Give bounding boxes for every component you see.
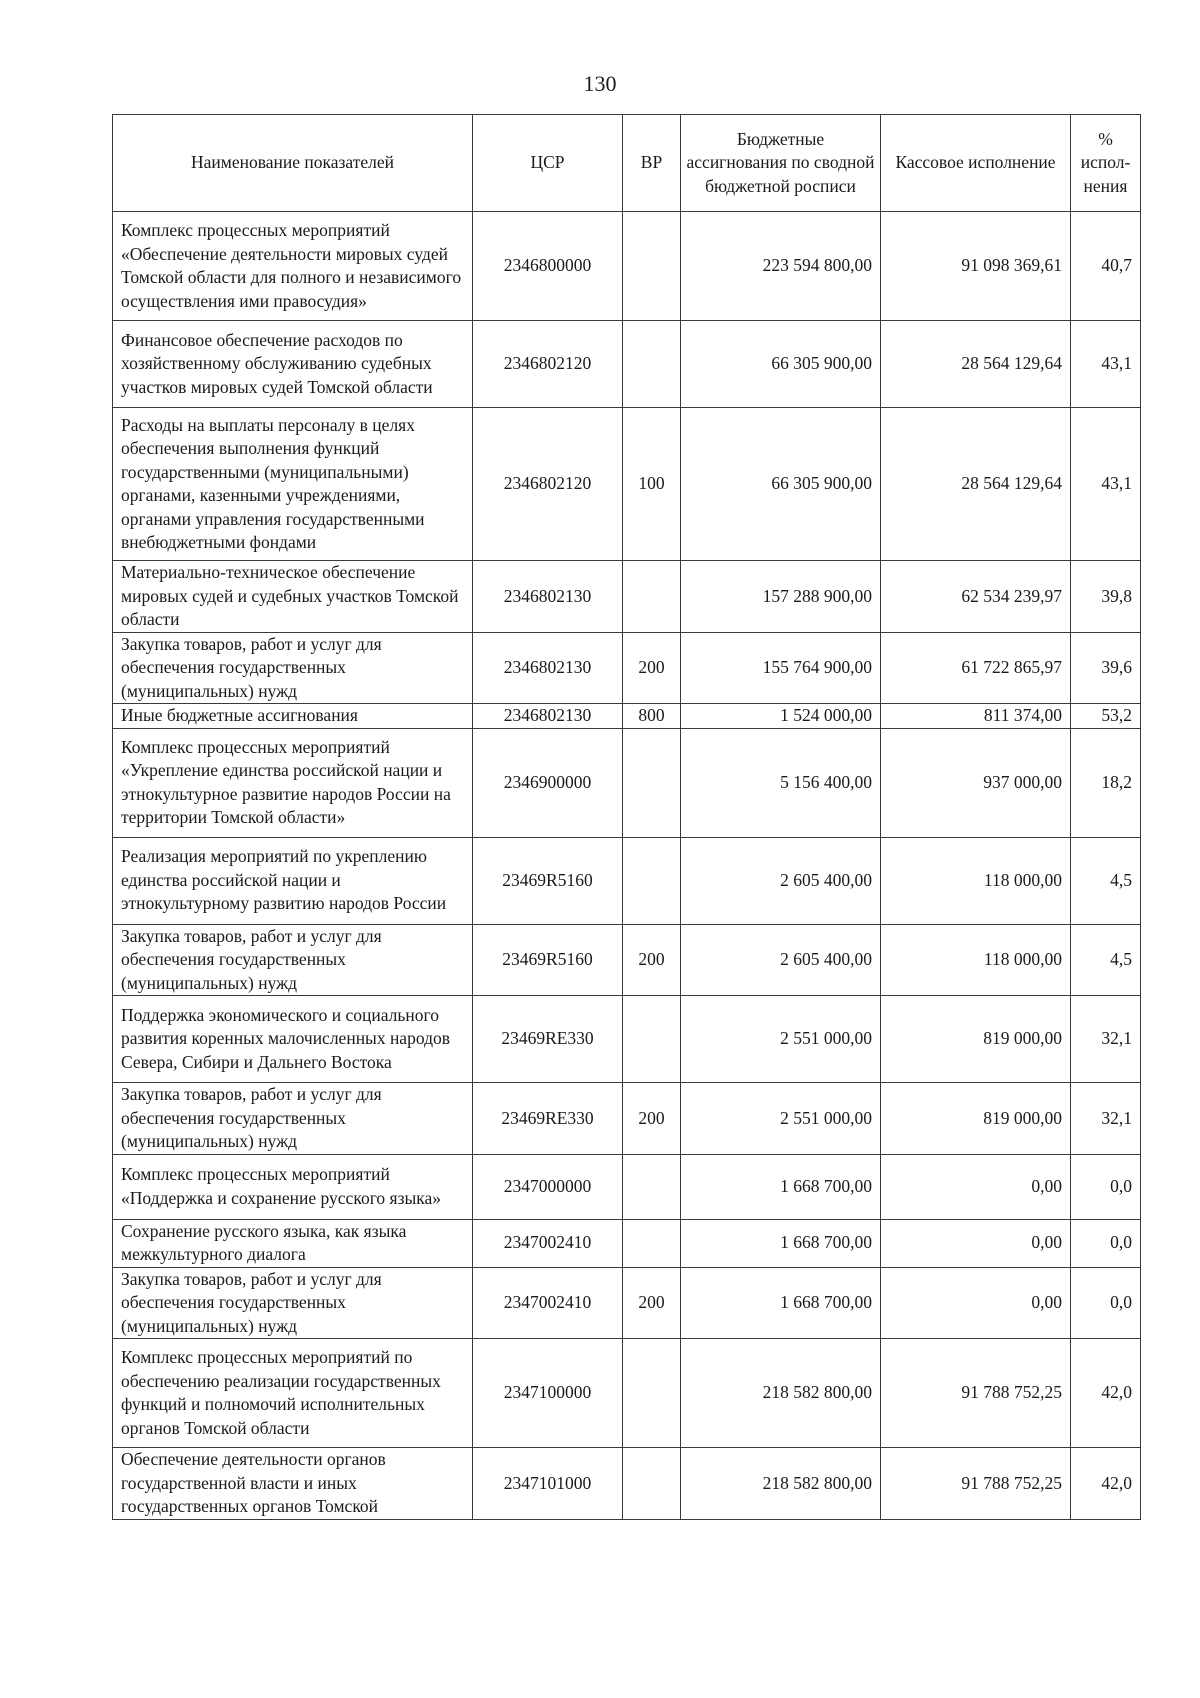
row-vr: 800 (623, 704, 681, 729)
row-vr (623, 837, 681, 924)
row-csr: 2346802120 (473, 408, 623, 561)
row-vr: 200 (623, 1267, 681, 1339)
row-csr: 23469R5160 (473, 837, 623, 924)
row-percent: 43,1 (1071, 408, 1141, 561)
row-name: Комплекс процессных мероприятий по обеспечению реализации государственных функций и полномочий исполнительных органов Томской области (113, 1339, 473, 1448)
row-cash: 819 000,00 (881, 996, 1071, 1083)
row-vr (623, 321, 681, 408)
row-percent: 32,1 (1071, 1083, 1141, 1155)
row-percent: 53,2 (1071, 704, 1141, 729)
table-row (113, 1267, 1141, 1339)
table-body (113, 212, 1141, 1520)
table-row (113, 728, 1141, 837)
row-cash: 61 722 865,97 (881, 632, 1071, 704)
row-csr: 2346802130 (473, 704, 623, 729)
row-budget: 2 605 400,00 (681, 837, 881, 924)
row-name: Комплекс процессных мероприятий «Поддержка и сохранение русского языка» (113, 1154, 473, 1219)
row-vr (623, 1219, 681, 1267)
row-percent: 40,7 (1071, 212, 1141, 321)
row-name: Закупка товаров, работ и услуг для обеспечения государственных (муниципальных) нужд (113, 924, 473, 996)
table-row (113, 632, 1141, 704)
row-cash: 0,00 (881, 1154, 1071, 1219)
row-name: Обеспечение деятельности органов государственной власти и иных государственных органов Томской (113, 1448, 473, 1520)
row-percent: 42,0 (1071, 1339, 1141, 1448)
row-budget: 1 668 700,00 (681, 1154, 881, 1219)
row-name: Реализация мероприятий по укреплению единства российской нации и этнокультурному развитию народов России (113, 837, 473, 924)
row-budget: 218 582 800,00 (681, 1339, 881, 1448)
row-budget: 218 582 800,00 (681, 1448, 881, 1520)
row-csr: 2347100000 (473, 1339, 623, 1448)
row-budget: 157 288 900,00 (681, 561, 881, 633)
row-percent: 43,1 (1071, 321, 1141, 408)
row-cash: 91 788 752,25 (881, 1448, 1071, 1520)
row-budget: 2 551 000,00 (681, 996, 881, 1083)
row-csr: 2347002410 (473, 1267, 623, 1339)
header-budget: Бюджетные ассигнования по сводной бюджетной росписи (681, 115, 881, 212)
row-name: Поддержка экономического и социального развития коренных малочисленных народов Севера, Сибири и Дальнего Востока (113, 996, 473, 1083)
row-name: Комплекс процессных мероприятий «Укрепление единства российской нации и этнокультурное развитие народов России на территории Томской области» (113, 728, 473, 837)
row-percent: 18,2 (1071, 728, 1141, 837)
row-budget: 2 551 000,00 (681, 1083, 881, 1155)
row-cash: 62 534 239,97 (881, 561, 1071, 633)
row-cash: 819 000,00 (881, 1083, 1071, 1155)
row-csr: 23469R5160 (473, 924, 623, 996)
row-percent: 32,1 (1071, 996, 1141, 1083)
table-row (113, 1339, 1141, 1448)
row-vr (623, 1448, 681, 1520)
row-csr: 2347101000 (473, 1448, 623, 1520)
row-cash: 28 564 129,64 (881, 321, 1071, 408)
table-row (113, 996, 1141, 1083)
table-row (113, 321, 1141, 408)
row-budget: 1 668 700,00 (681, 1219, 881, 1267)
row-budget: 1 524 000,00 (681, 704, 881, 729)
row-cash: 0,00 (881, 1267, 1071, 1339)
table-row (113, 1219, 1141, 1267)
header-percent: % испол-нения (1071, 115, 1141, 212)
header-csr: ЦСР (473, 115, 623, 212)
row-budget: 5 156 400,00 (681, 728, 881, 837)
row-vr (623, 1339, 681, 1448)
row-vr (623, 212, 681, 321)
header-name: Наименование показателей (113, 115, 473, 212)
row-csr: 2346802120 (473, 321, 623, 408)
table-row (113, 1154, 1141, 1219)
row-budget: 66 305 900,00 (681, 408, 881, 561)
row-budget: 155 764 900,00 (681, 632, 881, 704)
table-row (113, 408, 1141, 561)
row-vr (623, 728, 681, 837)
table-row (113, 1448, 1141, 1520)
budget-execution-table (112, 114, 1141, 1520)
row-name: Финансовое обеспечение расходов по хозяйственному обслуживанию судебных участков мировых судей Томской области (113, 321, 473, 408)
page-number: 130 (583, 71, 617, 96)
row-csr: 2347002410 (473, 1219, 623, 1267)
row-percent: 0,0 (1071, 1219, 1141, 1267)
row-name: Закупка товаров, работ и услуг для обеспечения государственных (муниципальных) нужд (113, 1083, 473, 1155)
header-vr: ВР (623, 115, 681, 212)
row-name: Сохранение русского языка, как языка межкультурного диалога (113, 1219, 473, 1267)
row-percent: 42,0 (1071, 1448, 1141, 1520)
row-cash: 91 098 369,61 (881, 212, 1071, 321)
row-vr: 200 (623, 1083, 681, 1155)
row-name: Материально-техническое обеспечение мировых судей и судебных участков Томской области (113, 561, 473, 633)
row-csr: 23469RE330 (473, 996, 623, 1083)
row-csr: 2346900000 (473, 728, 623, 837)
row-cash: 937 000,00 (881, 728, 1071, 837)
row-budget: 1 668 700,00 (681, 1267, 881, 1339)
row-csr: 2346802130 (473, 632, 623, 704)
row-budget: 66 305 900,00 (681, 321, 881, 408)
row-cash: 91 788 752,25 (881, 1339, 1071, 1448)
row-vr (623, 561, 681, 633)
row-csr: 2347000000 (473, 1154, 623, 1219)
row-cash: 118 000,00 (881, 924, 1071, 996)
row-name: Расходы на выплаты персоналу в целях обеспечения выполнения функций государственными (муниципальными) органами, казенными учреждениями, органами управления государственными внебюджетными фондами (113, 408, 473, 561)
table-header-row (113, 115, 1141, 212)
row-name: Закупка товаров, работ и услуг для обеспечения государственных (муниципальных) нужд (113, 1267, 473, 1339)
row-cash: 811 374,00 (881, 704, 1071, 729)
row-vr: 100 (623, 408, 681, 561)
row-budget: 223 594 800,00 (681, 212, 881, 321)
row-name: Закупка товаров, работ и услуг для обеспечения государственных (муниципальных) нужд (113, 632, 473, 704)
row-csr: 23469RE330 (473, 1083, 623, 1155)
row-name: Комплекс процессных мероприятий «Обеспечение деятельности мировых судей Томской области для полного и независимого осуществления ими правосудия» (113, 212, 473, 321)
table-row (113, 212, 1141, 321)
row-percent: 39,6 (1071, 632, 1141, 704)
row-vr (623, 1154, 681, 1219)
table-row (113, 1083, 1141, 1155)
table-row (113, 704, 1141, 729)
header-cash: Кассовое исполнение (881, 115, 1071, 212)
table-row (113, 837, 1141, 924)
row-cash: 28 564 129,64 (881, 408, 1071, 561)
row-percent: 0,0 (1071, 1154, 1141, 1219)
row-vr (623, 996, 681, 1083)
row-percent: 4,5 (1071, 837, 1141, 924)
row-cash: 0,00 (881, 1219, 1071, 1267)
row-cash: 118 000,00 (881, 837, 1071, 924)
row-csr: 2346800000 (473, 212, 623, 321)
row-percent: 0,0 (1071, 1267, 1141, 1339)
table-row (113, 561, 1141, 633)
row-vr: 200 (623, 632, 681, 704)
row-name: Иные бюджетные ассигнования (113, 704, 473, 729)
row-percent: 4,5 (1071, 924, 1141, 996)
row-budget: 2 605 400,00 (681, 924, 881, 996)
row-percent: 39,8 (1071, 561, 1141, 633)
row-csr: 2346802130 (473, 561, 623, 633)
row-vr: 200 (623, 924, 681, 996)
table-row (113, 924, 1141, 996)
